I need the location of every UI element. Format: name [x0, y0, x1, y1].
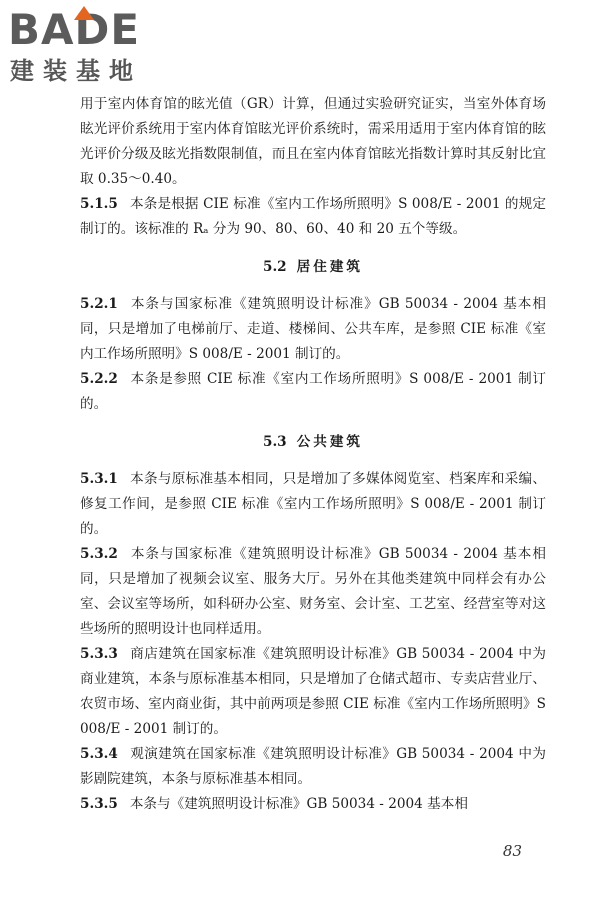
clause-text: 本条是参照 CIE 标准《室内工作场所照明》S 008/E - 2001 制订的。 — [80, 371, 546, 412]
clause-number: 5.3.4 — [80, 746, 118, 762]
section-number: 5.2 — [262, 259, 287, 275]
logo-brand: BADE — [8, 5, 141, 54]
clause-5-2-1 — [80, 292, 546, 367]
bade-logo — [8, 4, 178, 90]
clause-text: 本条与原标准基本相同，只是增加了多媒体阅览室、档案库和采编、修复工作间，是参照 CIE 标准《室内工作场所照明》S 008/E - 2001 制订的。 — [80, 471, 546, 537]
clause-text: 本条是根据 CIE 标准《室内工作场所照明》S 008/E - 2001 的规定制订的。该标准的 Rₐ 分为 90、80、60、40 和 20 五个等级。 — [80, 196, 546, 237]
clause-text: 商店建筑在国家标准《建筑照明设计标准》GB 50034 - 2004 中为商业建筑，本条与原标准基本相同，只是增加了仓储式超市、专卖店营业厅、农贸市场、室内商业街，其中前两项是参照 CIE 标准《室内工作场所照明》S 008/E - 2001 制订的。 — [80, 646, 546, 737]
paragraph-text: 用于室内体育馆的眩光值（GR）计算，但通过实验研究证实，当室外体育场眩光评价系统用于室内体育馆眩光评价系统时，需采用适用于室内体育馆的眩光评价分级及眩光指数限制值，而且在室内体育馆眩光指数计算时其反射比宜取 0.35～0.40。 — [80, 96, 546, 187]
logo-subtitle: 建装基地 — [10, 57, 142, 85]
page-number: 83 — [502, 842, 522, 860]
logo-accent-triangle-icon — [74, 6, 94, 20]
section-title: 公共建筑 — [296, 434, 364, 450]
section-number: 5.3 — [262, 434, 287, 450]
page-body — [80, 92, 546, 817]
clause-number: 5.3.3 — [80, 646, 118, 662]
paragraph-continued — [80, 92, 546, 192]
clause-text: 本条与《建筑照明设计标准》GB 50034 - 2004 基本相 — [129, 796, 468, 812]
section-heading-5-2 — [80, 255, 546, 280]
clause-5-3-5 — [80, 792, 546, 817]
clause-5-3-4 — [80, 742, 546, 792]
clause-5-1-5 — [80, 192, 546, 242]
clause-number: 5.1.5 — [80, 196, 118, 212]
clause-5-3-3 — [80, 642, 546, 742]
clause-number: 5.3.5 — [80, 796, 118, 812]
clause-number: 5.3.1 — [80, 471, 118, 487]
clause-5-3-1 — [80, 467, 546, 542]
clause-5-3-2 — [80, 542, 546, 642]
clause-number: 5.2.2 — [80, 371, 118, 387]
clause-5-2-2 — [80, 367, 546, 417]
section-title: 居住建筑 — [296, 259, 364, 275]
clause-text: 观演建筑在国家标准《建筑照明设计标准》GB 50034 - 2004 中为影剧院建筑，本条与原标准基本相同。 — [80, 746, 546, 787]
section-heading-5-3 — [80, 430, 546, 455]
clause-number: 5.3.2 — [80, 546, 118, 562]
clause-text: 本条与国家标准《建筑照明设计标准》GB 50034 - 2004 基本相同，只是增加了视频会议室、服务大厅。另外在其他类建筑中同样会有办公室、会议室等场所，如科研办公室、财务室、会计室、工艺室、经营室等对这些场所的照明设计也同样适用。 — [80, 546, 546, 637]
clause-text: 本条与国家标准《建筑照明设计标准》GB 50034 - 2004 基本相同，只是增加了电梯前厅、走道、楼梯间、公共车库，是参照 CIE 标准《室内工作场所照明》S 008/E - 2001 制订的。 — [80, 296, 546, 362]
clause-number: 5.2.1 — [80, 296, 118, 312]
